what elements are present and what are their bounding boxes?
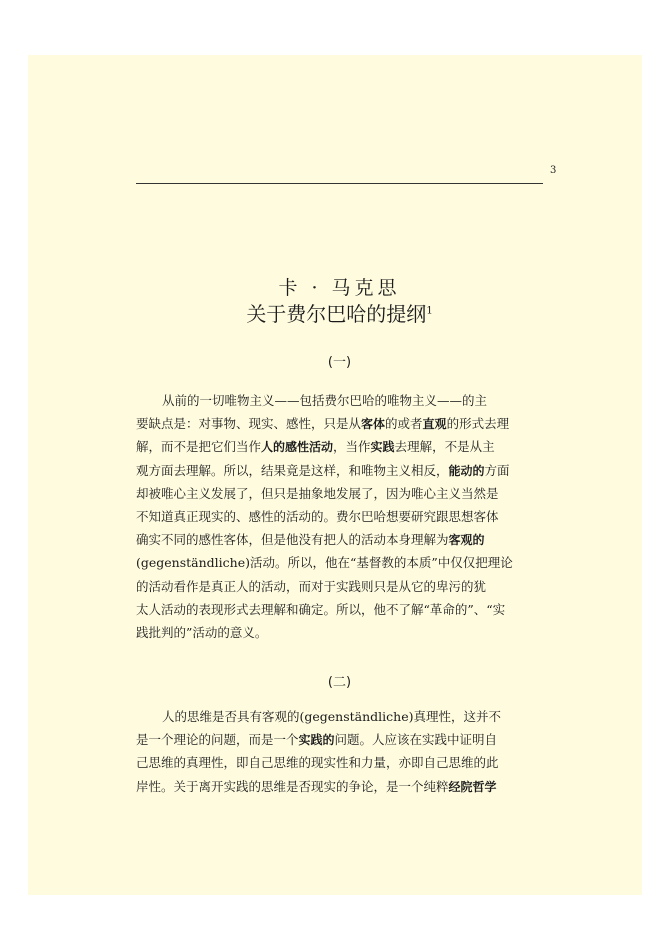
text-line bbox=[136, 412, 543, 435]
text-line bbox=[136, 728, 543, 751]
text-segment: 岸性。关于离开实践的思维是否现实的争论，是一个纯粹 bbox=[136, 778, 449, 794]
header-rule bbox=[136, 183, 543, 184]
text-segment: 的或者 bbox=[385, 416, 423, 432]
text-segment: 观方面去理解。所以，结果竟是这样，和唯物主义相反， bbox=[136, 462, 449, 478]
text-line bbox=[136, 775, 543, 798]
text-line bbox=[136, 459, 543, 482]
emphasized-term: 能动的 bbox=[448, 463, 485, 478]
emphasized-term: 实践的 bbox=[298, 733, 335, 748]
text-line bbox=[136, 621, 543, 644]
emphasized-term: 实践 bbox=[370, 440, 395, 455]
text-line bbox=[136, 575, 543, 598]
emphasized-term: 客观的 bbox=[448, 533, 485, 548]
text-segment: 解，而不是把它们当作 bbox=[136, 439, 262, 455]
text-segment: 去理解，不是从主 bbox=[394, 439, 495, 455]
text-segment: 太人活动的表现形式去理解和确定。所以，他不了解“革命的”、“实 bbox=[136, 601, 506, 617]
title-footnote-marker: 1 bbox=[426, 305, 433, 317]
section-1-paragraph bbox=[136, 389, 543, 644]
section-heading-2: (二) bbox=[327, 675, 352, 690]
section-2-paragraph bbox=[136, 705, 543, 798]
text-line bbox=[136, 505, 543, 528]
emphasized-term: 经院哲学 bbox=[448, 779, 497, 794]
emphasized-term: 直观 bbox=[422, 417, 447, 432]
document-title bbox=[136, 298, 543, 327]
section-heading-1: (一) bbox=[327, 355, 352, 370]
text-segment: 问题。人应该在实践中证明自 bbox=[334, 732, 498, 748]
text-segment: 己思维的真理性，即自己思维的现实性和力量，亦即自己思维的此 bbox=[136, 755, 499, 771]
text-segment: 确实不同的感性客体，但是他没有把人的活动本身理解为 bbox=[136, 532, 449, 548]
text-line bbox=[136, 705, 543, 728]
text-line bbox=[136, 389, 543, 412]
text-segment: 的活动看作是真正人的活动，而对于实践则只是从它的卑污的犹 bbox=[136, 578, 487, 594]
text-segment: 践批判的”活动的意义。 bbox=[136, 624, 268, 640]
text-segment: ，当作 bbox=[333, 439, 371, 455]
title-text: 关于费尔巴哈的提纲 bbox=[246, 302, 427, 326]
text-line bbox=[136, 482, 543, 505]
text-segment: 从前的一切唯物主义——包括费尔巴哈的唯物主义——的主 bbox=[162, 393, 488, 408]
text-line bbox=[136, 751, 543, 774]
text-segment: 的形式去理 bbox=[446, 416, 510, 432]
author-name: 卡 · 马克思 bbox=[278, 277, 401, 299]
emphasized-term: 人的感性活动 bbox=[261, 440, 334, 455]
text-segment: 是一个理论的问题，而是一个 bbox=[136, 732, 299, 748]
text-segment: (gegenständliche)活动。所以，他在“基督教的本质”中仅仅把理论 bbox=[136, 555, 513, 571]
text-segment: 人的思维是否具有客观的(gegenständliche)真理性，这并不 bbox=[162, 709, 501, 724]
text-segment: 却被唯心主义发展了，但只是抽象地发展了，因为唯心主义当然是 bbox=[136, 485, 499, 501]
emphasized-term: 客体 bbox=[361, 417, 386, 432]
text-segment: 方面 bbox=[484, 462, 510, 478]
text-line bbox=[136, 435, 543, 458]
text-segment: 不知道真正现实的、感性的活动的。费尔巴哈想要研究跟思想客体 bbox=[136, 508, 499, 524]
page-number: 3 bbox=[550, 165, 557, 176]
document-page bbox=[28, 55, 642, 895]
text-line bbox=[136, 528, 543, 551]
text-line bbox=[136, 551, 543, 574]
text-segment: 要缺点是：对事物、现实、感性，只是从 bbox=[136, 416, 362, 432]
text-line bbox=[136, 598, 543, 621]
